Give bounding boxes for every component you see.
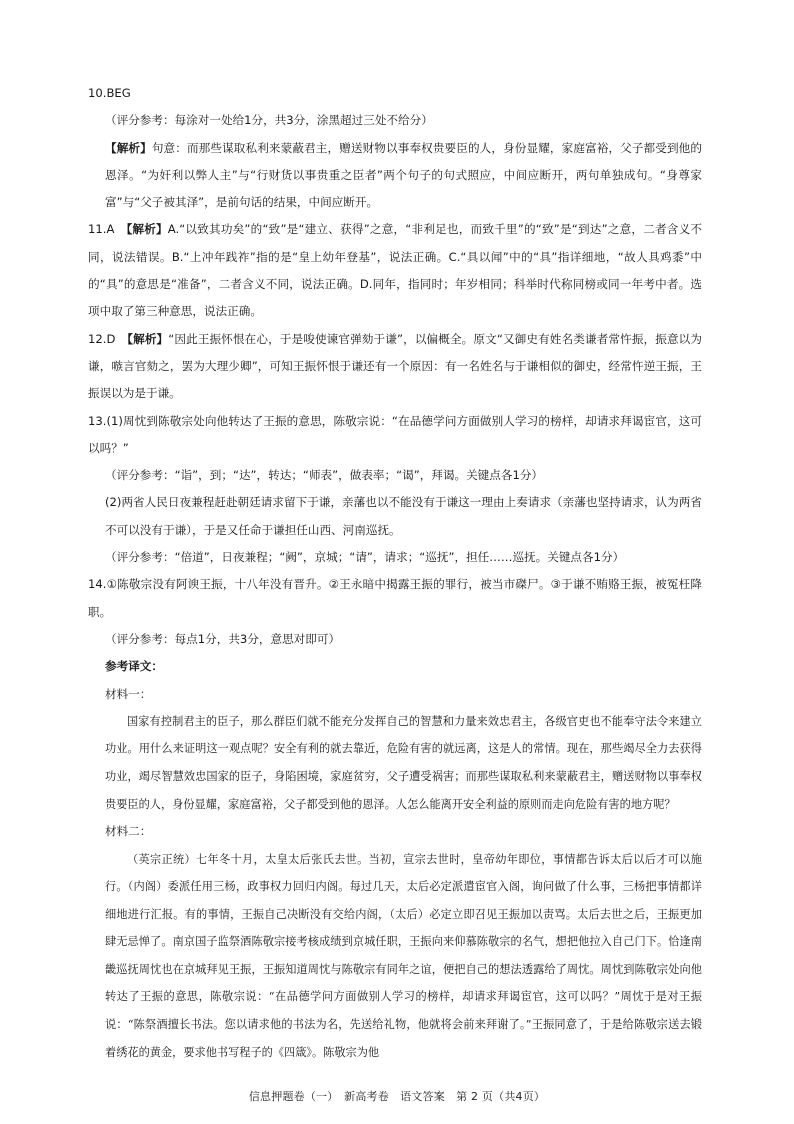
q11-analysis [88, 216, 702, 325]
q10-analysis [88, 135, 702, 217]
q12-analysis-text: “因此王振怀恨在心，于是唆使谏官弹劾于谦”，以偏概全。原文“又御史有姓名类谦者常忤振，振意以为谦，嗾言官劾之，罢为大理少卿”，可知王振怀恨于谦还有一个原因：有一名姓名与于谦相似的御史，经常忤逆王振，王振误以为是于谦。 [88, 331, 702, 401]
q14-scoring: （评分参考：每点1分，共3分，意思对即可） [105, 631, 341, 646]
q11-analysis-text: A.“以致其功矣”的“致”是“建立、获得”之意，“非利足也，而致千里”的“致”是“到达”之意，二者含义不同，说法错误。B.“上冲年践祚”指的是“皇上幼年登基”，说法正确。C.“具以闻”中的“具”指详细地，“故人具鸡黍”中的“具”的意思是“准备”，二者含义不同，说法正确。D.同年，指同时；年岁相同；科举时代称同榜或同一年考中者。选项中取了第三种意思，说法正确。 [88, 222, 702, 319]
q13-part2: (2)两省人民日夜兼程赶赴朝廷请求留下于谦，亲藩也以不能没有于谦这一理由上奏请求（亲藩也坚持请求，认为两省不可以没有于谦），于是又任命于谦担任山西、河南巡抚。 [105, 495, 702, 537]
translation-heading: 参考译文： [105, 659, 163, 674]
q10-scoring: （评分参考：每涂对一处给1分，共3分，涂黑超过三处不给分） [105, 113, 433, 128]
material-1-text: 国家有控制君主的臣子，那么群臣们就不能充分发挥自己的智慧和力量来效忠君主，各级官吏也不能奉守法令来建立功业。用什么来证明这一观点呢？安全有利的就去靠近，危险有害的就远离，这是人的常情。现在，那些竭尽全力去获得功业，竭尽智慧效忠国家的臣子，身陷困境，家庭贫穷，父子遭受祸害；而那些谋取私利来蒙蔽君主，赠送财物以事奉权贵要臣的人，身份显耀，家庭富裕，父子都受到他的恩泽。人怎么能离开安全利益的原则而走向危险有害的地方呢？ [105, 714, 702, 811]
material-2-text: （英宗正统）七年冬十月，太皇太后张氏去世。当初，宣宗去世时，皇帝幼年即位，事情都告诉太后以后才可以施行。（内阁）委派任用三杨，政事权力回归内阁。每过几天，太后必定派遣宦官入阁，询问做了什么事，三杨把事情都详细地进行汇报。有的事情，王振自己决断没有交给内阁，（太后）必定立即召见王振加以责骂。太后去世之后，王振更加肆无忌惮了。南京国子监祭酒陈敬宗接考核成绩到京城任职，王振向来仰慕陈敬宗的名气，想把他拉入自己门下。恰逢南畿巡抚周忱也在京城拜见王振，王振知道周忱与陈敬宗有同年之谊，便把自己的想法透露给了周忱。周忱到陈敬宗处向他转达了王振的意思，陈敬宗说：“在品德学问方面做别人学习的榜样，却请求拜谒宦官，这可以吗？”周忱于是对王振说：“陈祭酒擅长书法。您以请求他的书法为名，先送给礼物，他就将会前来拜谢了。”王振同意了，于是给陈敬宗送去锻着绣花的黄金，要求他书写程子的《四箴》。陈敬宗为他 [105, 852, 702, 1059]
q10-analysis-text: 句意：而那些谋取私利来蒙蔽君主，赠送财物以事奉权贵要臣的人，身份显耀，家庭富裕，父子都受到他的恩泽。“为奸利以弊人主”与“行财货以事贵重之臣者”两个句子的句式照应，中间应断开，两句单独成句。“身尊家富”与“父子被其泽”，是前句话的结果，中间应断开。 [105, 140, 702, 210]
q12-analysis [88, 326, 702, 408]
answer-content [88, 80, 702, 1066]
page-footer: 信息押题卷（一） 新高考卷 语文答案 第 2 页（共4页） [248, 1090, 546, 1103]
analysis-tag: 【解析】 [105, 140, 152, 155]
q12-answer: 12.D [88, 331, 128, 346]
material-2-title: 材料二： [105, 824, 152, 839]
q14-answer: 14.①陈敬宗没有阿谀王振，十八年没有晋升。②王永暗中揭露王振的罪行，被当市磔尸。③于谦不贿赂王振，被冤枉降职。 [88, 577, 702, 619]
material-1-title: 材料一： [105, 686, 152, 701]
q13-part1-scoring: （评分参考：“诣”，到；“达”，转达；“师表”，做表率；“谒”，拜谒。关键点各1分） [105, 468, 544, 483]
q10-answer: 10.BEG [88, 86, 131, 100]
q11-answer: 11.A [88, 222, 127, 237]
analysis-tag: 【解析】 [126, 222, 168, 237]
q13-part1: 13.(1)周忱到陈敬宗处向他转达了王振的意思，陈敬宗说：“在品德学问方面做别人学习的榜样，却请求拜谒宦官，这可以吗？” [88, 413, 702, 455]
q13-part2-scoring: （评分参考：“倍道”，日夜兼程；“阙”，京城；“请”，请求；“巡抚”，担任……巡抚。关键点各1分） [105, 550, 625, 565]
analysis-tag: 【解析】 [127, 331, 169, 346]
